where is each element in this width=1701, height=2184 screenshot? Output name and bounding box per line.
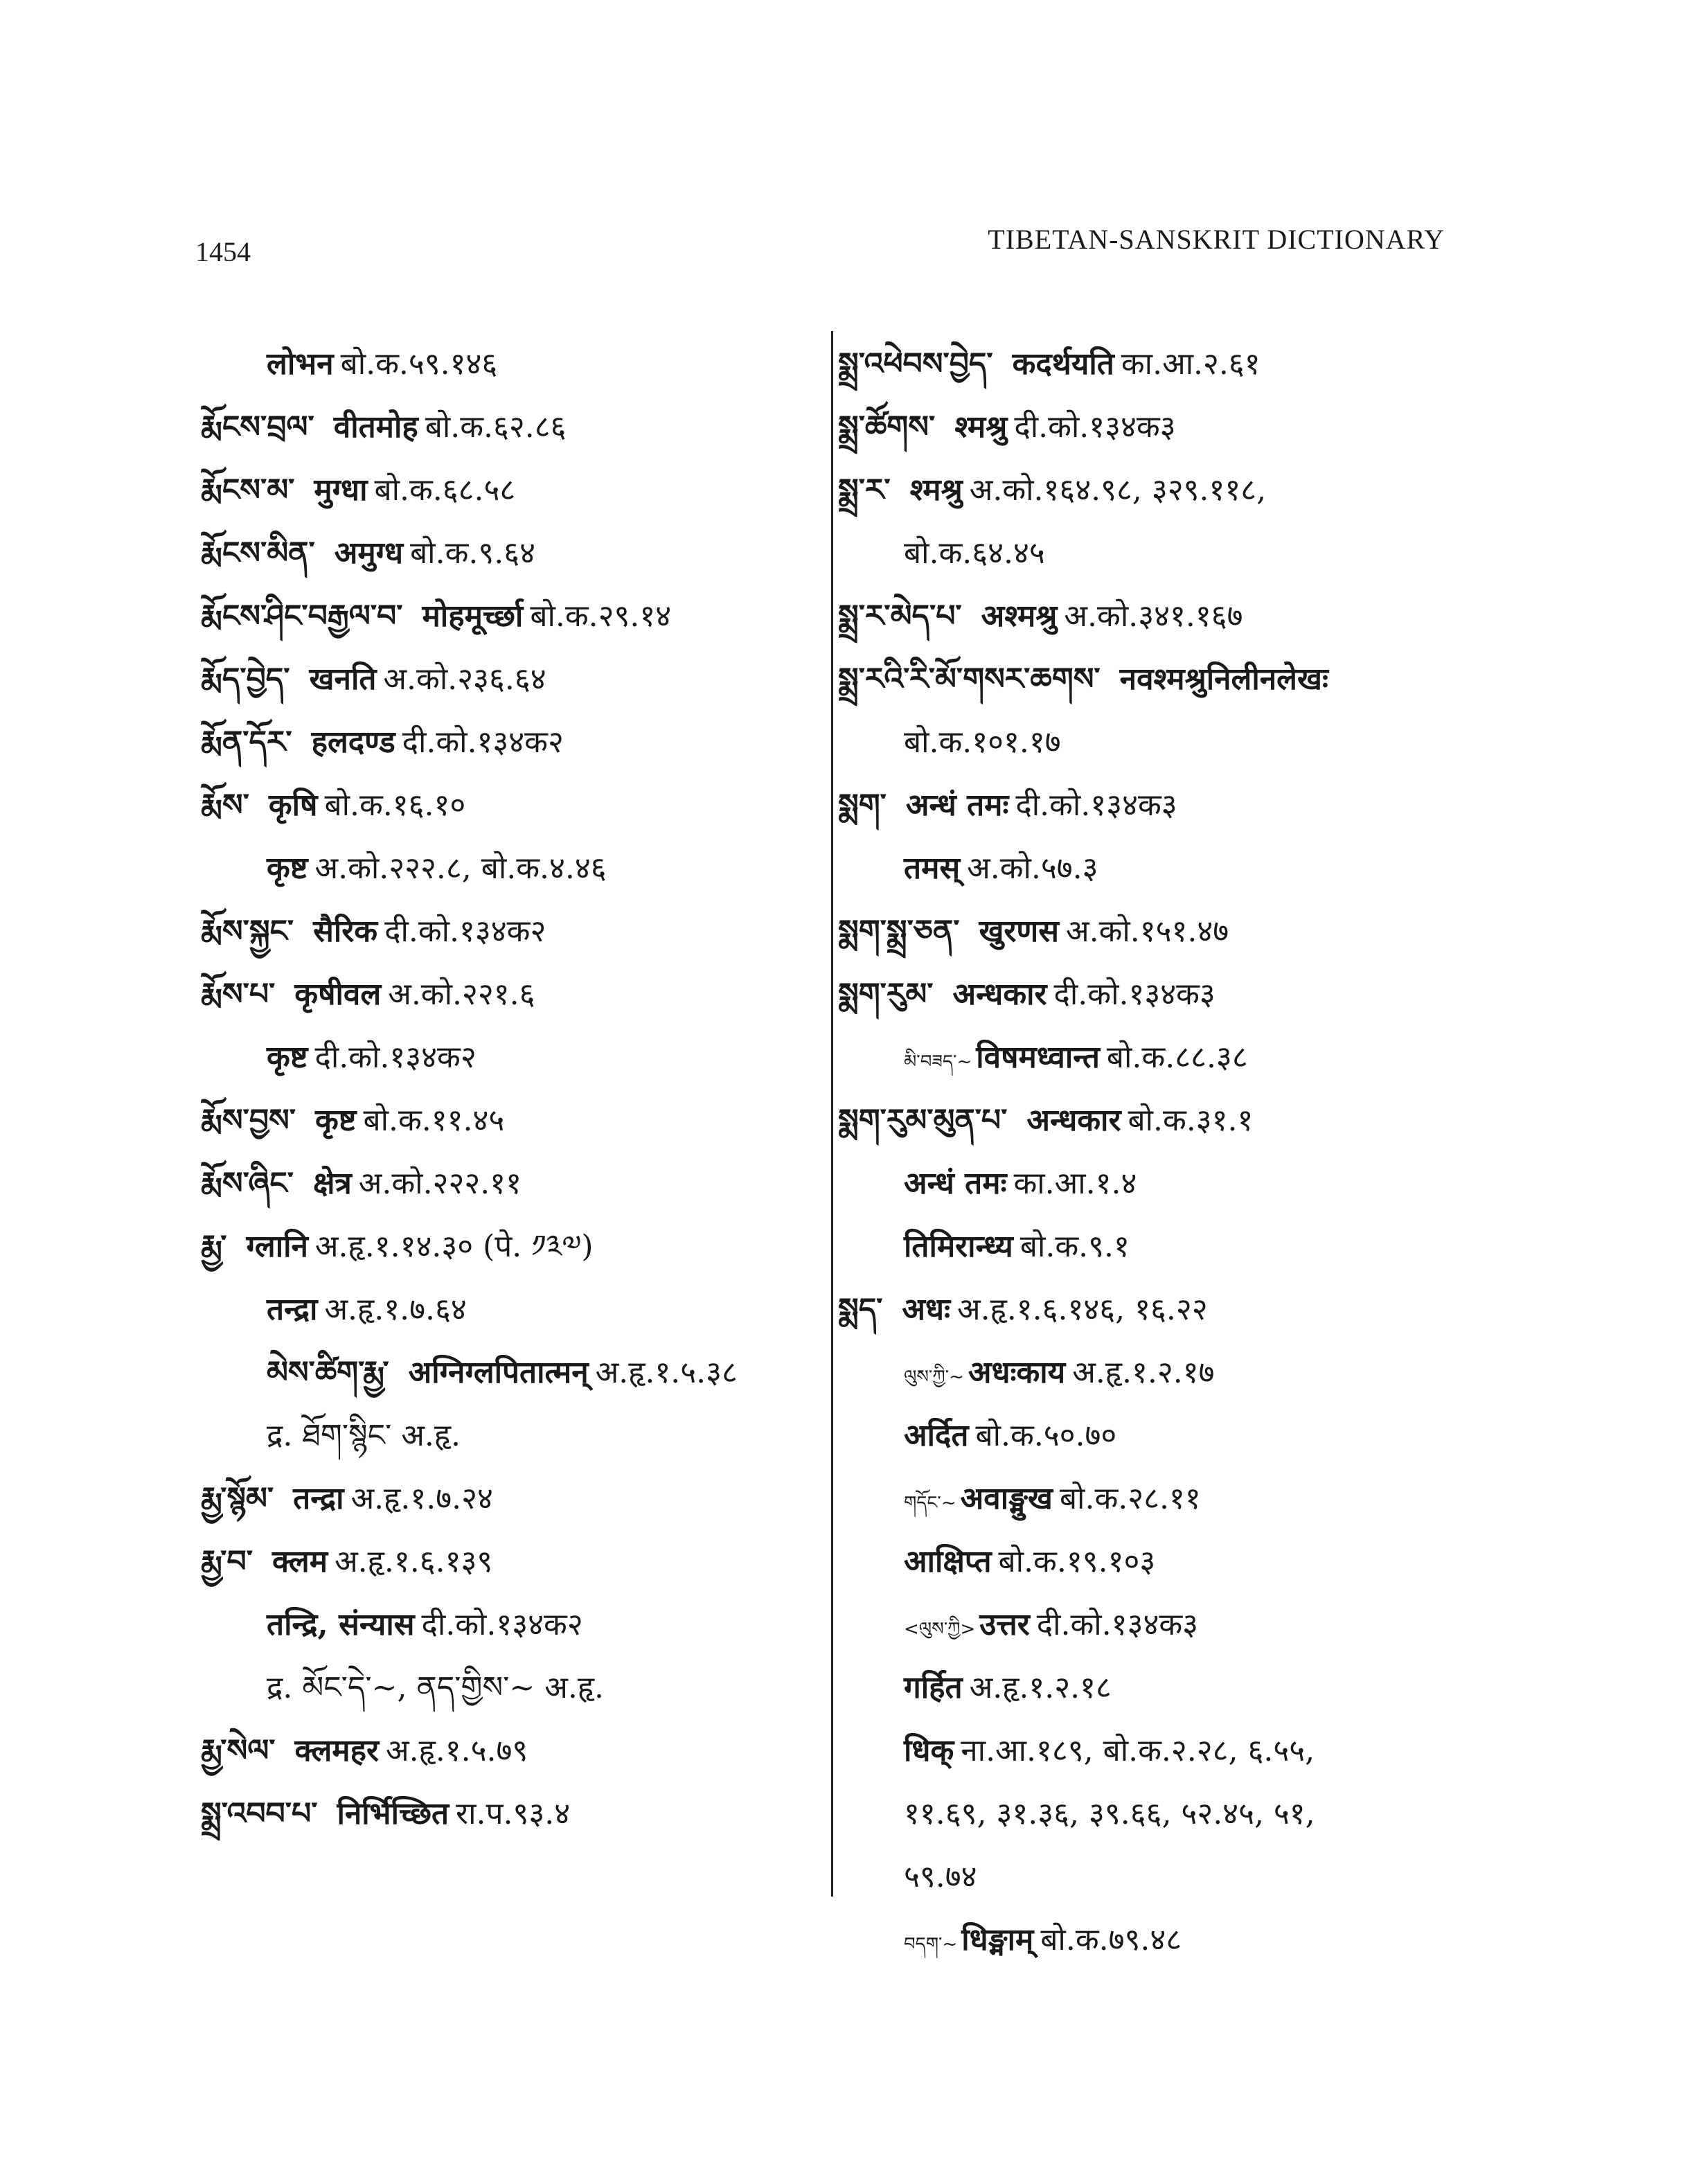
tibetan-headword: སྨྲ་རའི་རི་མོ་གསར་ཆགས་ xyxy=(838,662,1101,697)
reference: बो.क.२९.१४ xyxy=(530,598,672,634)
reference: बो.क.६४.४५ xyxy=(904,535,1045,571)
tibetan-headword: སྨག་རུམ་མུན་པ་ xyxy=(838,1103,1008,1138)
reference: दी.को.१३४क२ xyxy=(314,1040,477,1075)
sanskrit-term: धिङ्माम् xyxy=(961,1922,1034,1957)
reference: का.आ.१.४ xyxy=(1013,1166,1137,1201)
sanskrit-term: अन्धं तमः xyxy=(904,1166,1007,1201)
reference: अ.को.२२२.११ xyxy=(358,1166,522,1201)
reference: अ.हृ.१.७.२४ xyxy=(350,1481,493,1516)
dictionary-entry xyxy=(838,1593,1461,1656)
tibetan-headword: སྨག་རུམ་ xyxy=(838,977,934,1012)
tibetan-headword: སྨྲ་འཕེབས་བྱེད་ xyxy=(838,346,993,382)
sanskrit-term: तन्द्रि, संन्यास xyxy=(267,1607,415,1642)
sanskrit-term: नवश्मश्रुनिलीनलेखः xyxy=(1119,662,1328,697)
left-column xyxy=(201,332,824,1845)
sanskrit-term: खनति xyxy=(309,662,377,697)
dictionary-entry xyxy=(838,1782,1461,1845)
dictionary-entry xyxy=(838,1719,1461,1782)
tibetan-headword: རྨོས་ xyxy=(201,788,249,823)
dictionary-entry xyxy=(201,963,824,1026)
dictionary-entry xyxy=(201,648,824,711)
reference: बो.क.८८.३८ xyxy=(1106,1040,1248,1075)
tibetan-headword: སྨྲ་འབབ་པ་ xyxy=(201,1796,318,1831)
reference: बो.क.१९.१०३ xyxy=(998,1544,1156,1579)
tibetan-subword: <ལུས་ཀྱི> xyxy=(904,1619,976,1640)
sanskrit-term: कृषि xyxy=(268,788,318,823)
reference: ११.६९, ३१.३६, ३९.६६, ५२.४५, ५१, xyxy=(904,1796,1315,1831)
tibetan-headword: མེས་ཚིག་རྨྱ་ xyxy=(267,1355,389,1390)
dictionary-entry xyxy=(201,774,824,837)
reference: ५९.७४ xyxy=(904,1859,977,1894)
dictionary-entry xyxy=(838,1215,1461,1278)
dictionary-entry xyxy=(838,396,1461,459)
dictionary-entry xyxy=(838,1152,1461,1215)
dictionary-entry xyxy=(201,1593,824,1656)
sanskrit-term: आक्षिप्त xyxy=(904,1544,992,1579)
dictionary-entry xyxy=(838,1656,1461,1719)
dictionary-entry xyxy=(201,1089,824,1152)
tibetan-headword: རྨོས་ཞིང་ xyxy=(201,1166,294,1201)
sanskrit-term: क्लमहर xyxy=(294,1733,379,1768)
dictionary-entry xyxy=(201,1530,824,1593)
dictionary-entry xyxy=(201,1719,824,1782)
reference: अ.हृ.१.२.१७ xyxy=(1072,1355,1215,1390)
dictionary-entry xyxy=(201,1215,824,1278)
dictionary-entry xyxy=(838,585,1461,648)
tibetan-headword: རྨོས་སྐྱང་ xyxy=(201,914,294,949)
reference: अ.हृ.१.६.१४६, १६.२२ xyxy=(957,1292,1208,1327)
tibetan-headword: རྨོངས་བྲལ་ xyxy=(201,409,314,445)
reference: का.आ.२.६१ xyxy=(1121,346,1261,382)
right-column xyxy=(838,332,1461,1971)
reference: बो.क.५०.७० xyxy=(975,1418,1117,1453)
dictionary-entry xyxy=(838,1467,1461,1530)
reference: अ.को.१६४.९८, ३२९.११८, xyxy=(969,472,1267,508)
dictionary-entry xyxy=(201,459,824,522)
dictionary-entry xyxy=(838,774,1461,837)
sanskrit-term: कदर्थयति xyxy=(1012,346,1114,382)
tibetan-headword: རྨྱ་བ་ xyxy=(201,1544,253,1579)
sanskrit-term: सैरिक xyxy=(313,914,378,949)
sanskrit-term: श्मश्रु xyxy=(954,409,1008,445)
tibetan-headword: སྨད་ xyxy=(838,1292,883,1327)
dictionary-entry xyxy=(838,1341,1461,1404)
sanskrit-term: अन्धकार xyxy=(952,977,1047,1012)
dictionary-entry xyxy=(838,963,1461,1026)
sanskrit-term: अधःकाय xyxy=(968,1355,1066,1390)
sanskrit-term: अश्मश्रु xyxy=(981,598,1058,634)
reference: दी.को.१३४क३ xyxy=(1015,788,1177,823)
sanskrit-term: क्लम xyxy=(271,1544,328,1579)
column-divider xyxy=(831,331,833,1897)
dictionary-entry xyxy=(838,1908,1461,1971)
reference: अ.हृ.१.१४.३० (पे. ༡༣༧) xyxy=(314,1229,594,1264)
sanskrit-term: कृषीवल xyxy=(294,977,382,1012)
reference: बो.क.९.६४ xyxy=(410,535,535,571)
reference: अ.को.५७.३ xyxy=(967,851,1098,886)
dictionary-entry xyxy=(838,1026,1461,1089)
sanskrit-term: क्षेत्र xyxy=(312,1166,352,1201)
sanskrit-term: अन्धकार xyxy=(1026,1103,1121,1138)
tibetan-headword: སྨྲ་ར་ xyxy=(838,472,891,508)
reference: बो.क.९.१ xyxy=(1019,1229,1130,1264)
reference: बो.क.१६.१० xyxy=(324,788,466,823)
reference: बो.क.५९.१४६ xyxy=(340,346,498,382)
reference: दी.को.१३४क३ xyxy=(1053,977,1215,1012)
reference: अ.को.३४१.१६७ xyxy=(1064,598,1243,634)
sanskrit-term: धिक् xyxy=(904,1733,954,1768)
dictionary-entry xyxy=(201,1467,824,1530)
reference: बो.क.३१.१ xyxy=(1128,1103,1254,1138)
sanskrit-term: कृष्ट xyxy=(267,1040,308,1075)
dictionary-entry xyxy=(838,522,1461,585)
running-head: TIBETAN-SANSKRIT DICTIONARY xyxy=(988,224,1445,255)
tibetan-subword: གདོང་~ xyxy=(904,1493,956,1513)
dictionary-entry xyxy=(201,1152,824,1215)
dictionary-entry xyxy=(201,1026,824,1089)
sanskrit-term: हलदण्ड xyxy=(311,725,395,760)
sanskrit-term: विषमध्वान्त xyxy=(976,1040,1100,1075)
sanskrit-term: उत्तर xyxy=(979,1607,1030,1642)
dictionary-entry xyxy=(838,459,1461,522)
sanskrit-term: निर्भिच्छित xyxy=(337,1796,449,1831)
dictionary-entry xyxy=(838,900,1461,963)
reference: बो.क.११.४५ xyxy=(363,1103,505,1138)
reference: अ.को.२२२.८, बो.क.४.४६ xyxy=(314,851,607,886)
dictionary-entry xyxy=(201,585,824,648)
reference: अ.हृ.१.५.३८ xyxy=(595,1355,738,1390)
reference: बो.क.६८.५८ xyxy=(374,472,516,508)
dictionary-entry xyxy=(201,332,824,396)
tibetan-subword: ལུས་ཀྱི་~ xyxy=(904,1367,964,1387)
sanskrit-term: लोभन xyxy=(267,346,334,382)
dictionary-entry xyxy=(838,648,1461,711)
tibetan-headword: རྨོངས་མ་ xyxy=(201,472,295,508)
reference: अ.हृ.१.७.६४ xyxy=(324,1292,467,1327)
reference: अ.हृ.१.५.७९ xyxy=(385,1733,528,1768)
reference: द्र. མོང་དེ་~, ནད་གྱིས་~ अ.हृ. xyxy=(267,1670,605,1705)
dictionary-entry xyxy=(201,837,824,900)
sanskrit-term: अन्धं तमः xyxy=(905,788,1009,823)
tibetan-headword: སྨག་སྨྲ་ཅན་ xyxy=(838,914,960,949)
reference: दी.को.१३४क३ xyxy=(1014,409,1176,445)
sanskrit-term: अर्दित xyxy=(904,1418,969,1453)
tibetan-headword: སྨག་ xyxy=(838,788,887,823)
sanskrit-term: तन्द्रा xyxy=(267,1292,318,1327)
sanskrit-term: अग्निग्लपितात्मन् xyxy=(408,1355,589,1390)
page-number: 1454 xyxy=(195,236,251,267)
reference: अ.हृ.१.२.१८ xyxy=(969,1670,1112,1705)
sanskrit-term: तिमिरान्ध्य xyxy=(904,1229,1013,1264)
tibetan-headword: རྨྱ་སེལ་ xyxy=(201,1733,276,1768)
dictionary-entry xyxy=(838,837,1461,900)
tibetan-headword: རྨོད་བྱེད་ xyxy=(201,662,290,697)
sanskrit-term: वीतमोह xyxy=(333,409,418,445)
tibetan-headword: རྨྱ་ xyxy=(201,1229,227,1264)
tibetan-headword: རྨོས་པ་ xyxy=(201,977,276,1012)
reference: अ.को.२२१.६ xyxy=(388,977,535,1012)
reference: दी.को.१३४क२ xyxy=(384,914,546,949)
tibetan-subword: མི་བཟད་~ xyxy=(904,1051,972,1072)
sanskrit-term: तन्द्रा xyxy=(293,1481,344,1516)
reference: दी.को.१३४क२ xyxy=(421,1607,583,1642)
sanskrit-term: खुरणस xyxy=(979,914,1059,949)
tibetan-headword: རྨོས་བྱས་ xyxy=(201,1103,296,1138)
reference: बो.क.१०१.१७ xyxy=(904,725,1061,760)
dictionary-entry xyxy=(201,1278,824,1341)
dictionary-entry xyxy=(838,1530,1461,1593)
dictionary-entry xyxy=(838,1278,1461,1341)
tibetan-headword: རྨོངས་མིན་ xyxy=(201,535,315,571)
reference: बो.क.६२.८६ xyxy=(425,409,567,445)
reference: द्र. ཐོག་སྙིང་ अ.हृ. xyxy=(267,1418,461,1453)
reference: बो.क.२८.११ xyxy=(1059,1481,1201,1516)
sanskrit-term: अधः xyxy=(902,1292,950,1327)
dictionary-entry xyxy=(201,1341,824,1404)
sanskrit-term: ग्लानि xyxy=(246,1229,308,1264)
sanskrit-term: गर्हित xyxy=(904,1670,963,1705)
tibetan-headword: རྨོན་དོར་ xyxy=(201,725,292,760)
dictionary-entry xyxy=(838,1404,1461,1467)
reference: अ.हृ.१.६.१३९ xyxy=(335,1544,493,1579)
sanskrit-term: मोहमूर्च्छा xyxy=(422,598,524,634)
reference: ना.आ.१८९, बो.क.२.२८, ६.५५, xyxy=(961,1733,1315,1768)
dictionary-entry xyxy=(201,1656,824,1719)
dictionary-entry xyxy=(838,1089,1461,1152)
dictionary-entry xyxy=(201,396,824,459)
dictionary-entry xyxy=(838,332,1461,396)
sanskrit-term: श्मश्रु xyxy=(909,472,963,508)
sanskrit-term: तमस् xyxy=(904,851,961,886)
dictionary-entry xyxy=(201,1782,824,1845)
sanskrit-term: मुग्धा xyxy=(314,472,368,508)
tibetan-subword: བདག་~ xyxy=(904,1934,958,1955)
tibetan-headword: སྨྲ་ཚོགས་ xyxy=(838,409,936,445)
dictionary-entry xyxy=(201,900,824,963)
reference: बो.क.७९.४८ xyxy=(1040,1922,1182,1957)
dictionary-entry xyxy=(838,711,1461,774)
dictionary-entry xyxy=(201,522,824,585)
reference: रा.प.९३.४ xyxy=(456,1796,571,1831)
sanskrit-term: कृष्ट xyxy=(314,1103,357,1138)
reference: अ.को.२३६.६४ xyxy=(383,662,546,697)
sanskrit-term: अवाङ्मुख xyxy=(960,1481,1053,1516)
dictionary-entry xyxy=(201,711,824,774)
dictionary-entry xyxy=(201,1404,824,1467)
tibetan-headword: རྨྱ་སྙོམ་ xyxy=(201,1481,274,1516)
sanskrit-term: अमुग्ध xyxy=(334,535,404,571)
reference: दी.को.१३४क३ xyxy=(1036,1607,1198,1642)
tibetan-headword: རྨོངས་ཤིང་བརྒྱལ་བ་ xyxy=(201,598,403,634)
reference: अ.को.१५१.४७ xyxy=(1065,914,1229,949)
dictionary-entry xyxy=(838,1845,1461,1908)
reference: दी.को.१३४क२ xyxy=(402,725,564,760)
tibetan-headword: སྨྲ་ར་མེད་པ་ xyxy=(838,598,962,634)
sanskrit-term: कृष्ट xyxy=(267,851,308,886)
